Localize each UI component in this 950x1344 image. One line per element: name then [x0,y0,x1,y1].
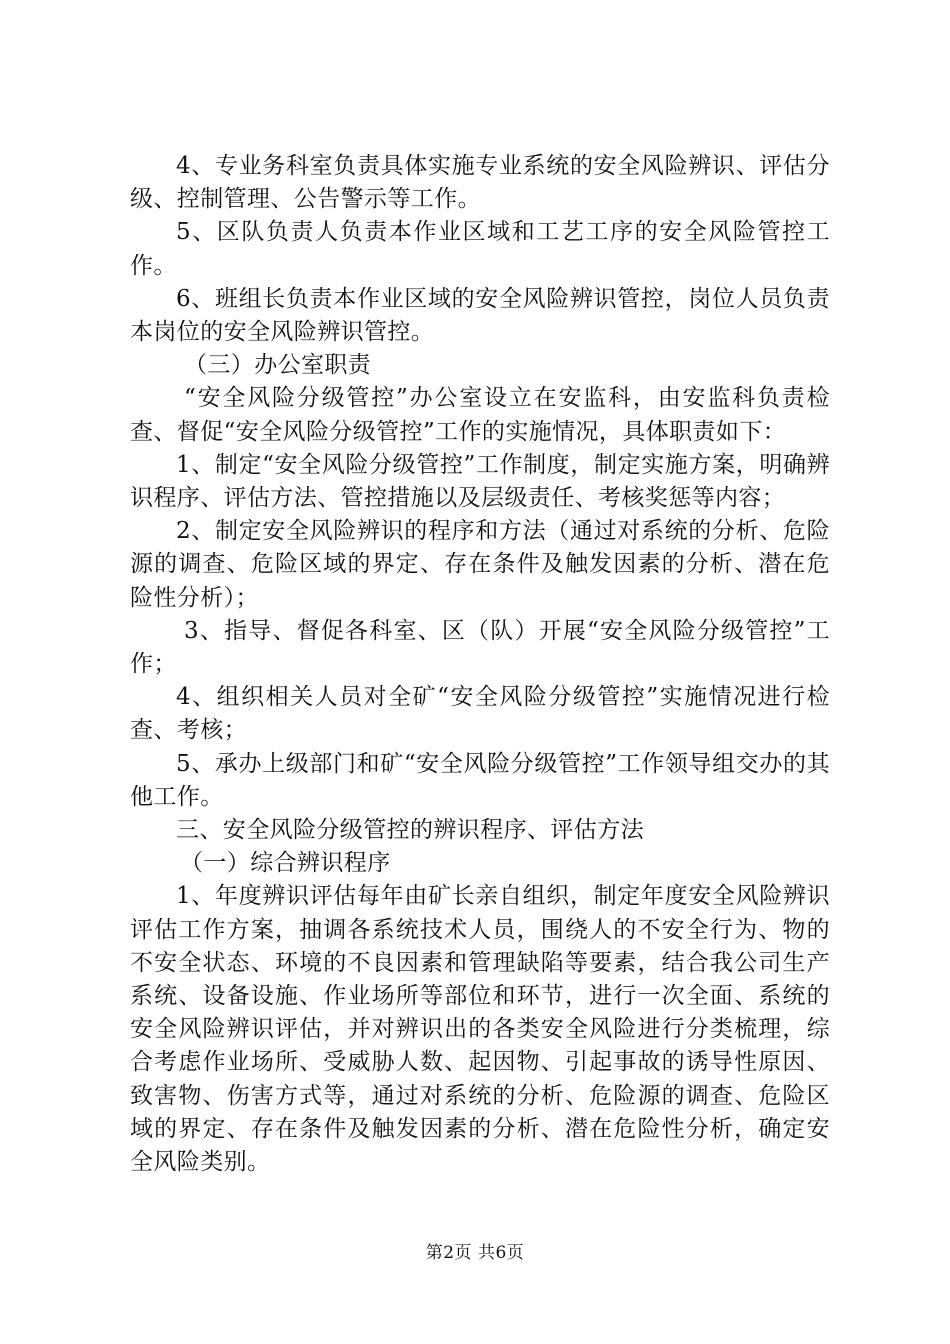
paragraph-office-intro: “安全风险分级管控”办公室设立在安监科，由安监科负责检查、督促“安全风险分级管控”工作的实施情况，具体职责如下： [130,385,830,445]
paragraph-item-4: 4、专业务科室负责具体实施专业系统的安全风险辨识、评估分级、控制管理、公告警示等工作。 [130,153,830,213]
section-heading-three: 三、安全风险分级管控的辨识程序、评估方法 [176,817,644,844]
subsection-heading-identification: （一）综合辨识程序 [180,850,391,877]
paragraph-duty-3: 3、指导、督促各科室、区（队）开展“安全风险分级管控”工作； [130,617,830,678]
page-footer: 第2页 共6页 [425,1243,525,1263]
paragraph-item-6: 6、班组长负责本作业区域的安全风险辨识管控，岗位人员负责本岗位的安全风险辨识管控。 [130,285,830,346]
paragraph-item-5: 5、区队负责人负责本作业区域和工艺工序的安全风险管控工作。 [130,219,830,279]
paragraph-duty-2: 2、制定安全风险辨识的程序和方法（通过对系统的分析、危险源的调查、危险区域的界定、存在条件及触发因素的分析、潜在危险性分析）； [130,518,830,611]
section-heading-office-duties: （三）办公室职责 [184,352,372,379]
paragraph-duty-4: 4、组织相关人员对全矿“安全风险分级管控”实施情况进行检查、考核； [130,684,830,744]
document-body [130,150,830,1179]
paragraph-annual-identification: 1、年度辨识评估每年由矿长亲自组织，制定年度安全风险辨识评估工作方案，抽调各系统技术人员，围绕人的不安全行为、物的不安全状态、环境的不良因素和管理缺陷等要素，结合我公司生产系统、设备设施、作业场所等部位和环节，进行一次全面、系统的安全风险辨识评估，并对辨识出的各类安全风险进行分类梳理，综合考虑作业场所、受威胁人数、起因物、引起事故的诱导性原因、致害物、伤害方式等，通过对系统的分析、危险源的调查、危险区域的界定、存在条件及触发因素的分析、潜在危险性分析，确定安全风险类别。 [130,883,830,1176]
paragraph-duty-5: 5、承办上级部门和矿“安全风险分级管控”工作领导组交办的其他工作。 [130,750,830,810]
paragraph-duty-1: 1、制定“安全风险分级管控”工作制度，制定实施方案，明确辨识程序、评估方法、管控措施以及层级责任、考核奖惩等内容； [130,451,830,512]
